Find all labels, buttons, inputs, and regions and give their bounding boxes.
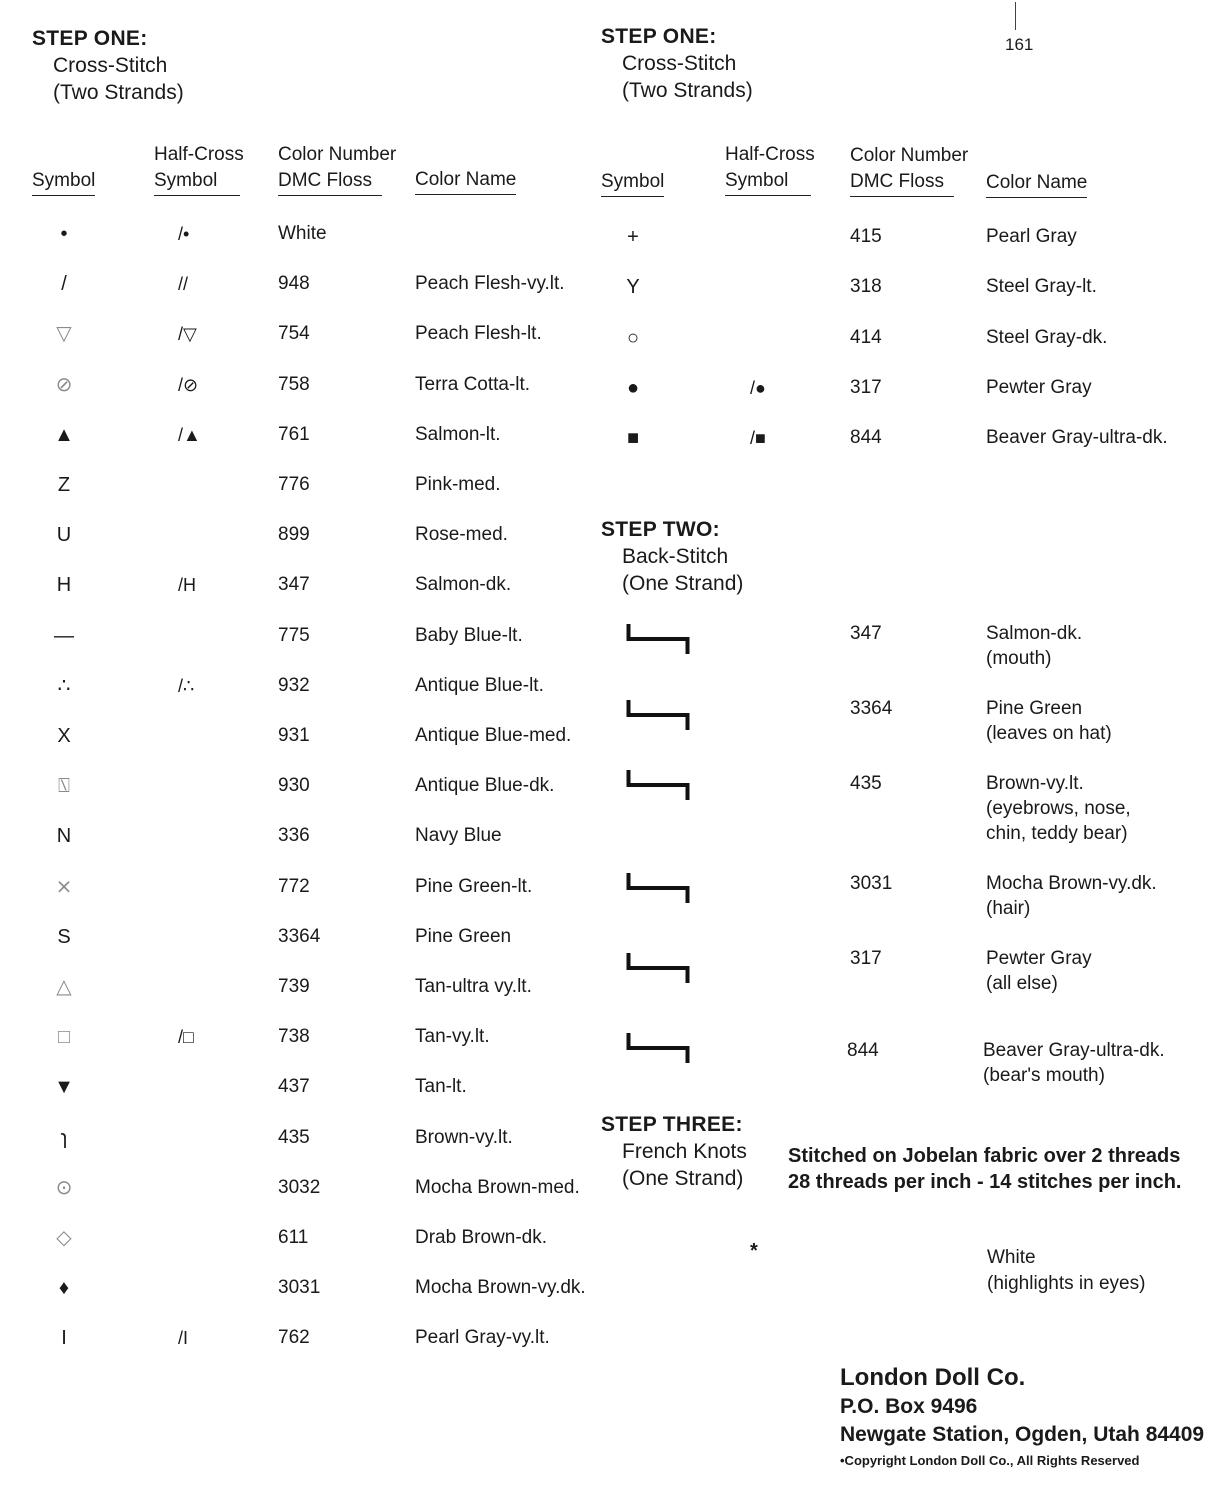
color-number: 739	[278, 976, 310, 997]
color-name: Mocha Brown-vy.dk.	[415, 1277, 586, 1299]
color-number: 754	[278, 323, 310, 345]
page-number: 161	[1005, 35, 1034, 54]
usage-note: (all else)	[986, 973, 1058, 994]
half-cross-symbol: /I	[178, 1328, 189, 1349]
color-name: Baby Blue-lt.	[415, 624, 523, 646]
step-strands: (Two Strands)	[622, 79, 753, 102]
letter-h-icon: H	[56, 574, 72, 597]
color-name: Navy Blue	[415, 825, 502, 847]
color-number: 931	[278, 725, 310, 746]
color-name: Rose-med.	[415, 524, 508, 546]
left-header-half-cross: Half-Cross Symbol	[154, 142, 244, 196]
french-knot-asterisk-icon: *	[750, 1240, 758, 1262]
publisher-address: Newgate Station, Ogden, Utah 84409	[840, 1423, 1205, 1446]
color-number: 776	[278, 474, 310, 495]
half-cross-symbol: /•	[178, 224, 190, 244]
color-name: Mocha Brown-vy.dk.	[986, 873, 1157, 894]
step-strands: (Two Strands)	[53, 81, 184, 104]
dash-icon: —	[54, 624, 74, 647]
color-number: 611	[278, 1227, 309, 1248]
publisher-po-box: P.O. Box 9496	[840, 1395, 978, 1418]
color-name: Antique Blue-lt.	[415, 674, 544, 696]
box-backslash-icon: ⍂	[58, 775, 70, 798]
left-header-symbol: Symbol	[32, 168, 95, 196]
color-name: Pearl Gray-vy.lt.	[415, 1327, 550, 1349]
copyright-notice: •Copyright London Doll Co., All Rights Reserved	[840, 1453, 1140, 1468]
color-number: 899	[278, 524, 310, 546]
backstitch-line-icon	[626, 770, 690, 800]
slash-icon: /	[61, 273, 67, 296]
color-name: Peach Flesh-lt.	[415, 323, 542, 345]
color-name: Peach Flesh-vy.lt.	[415, 273, 565, 295]
backstitch-line-icon	[626, 873, 690, 903]
half-cross-symbol: /●	[750, 377, 766, 398]
usage-note: (leaves on hat)	[986, 723, 1112, 744]
color-name: Terra Cotta-lt.	[415, 373, 531, 395]
color-name: Pearl Gray	[986, 226, 1077, 247]
color-number: 3364	[850, 698, 893, 719]
letter-u-icon: U	[56, 524, 72, 547]
french-knot-note: (highlights in eyes)	[987, 1273, 1146, 1294]
color-name: Antique Blue-med.	[415, 725, 572, 746]
circle-slash-icon: ⊘	[55, 373, 73, 396]
backstitch-line-icon	[626, 953, 690, 983]
letter-s-icon: S	[57, 925, 71, 948]
triangle-up-filled-icon: ▲	[54, 423, 74, 446]
cross-scissors-icon: ⨯	[55, 875, 73, 898]
letter-z-icon: Z	[57, 474, 71, 496]
color-number: 758	[278, 373, 310, 395]
circle-dot-icon: ⊙	[55, 1176, 73, 1199]
color-name: Pine Green-lt.	[415, 875, 533, 897]
color-name: Drab Brown-dk.	[415, 1227, 547, 1248]
color-name: Salmon-dk.	[415, 574, 512, 596]
step-strands: (One Strand)	[622, 1167, 744, 1190]
diamond-filled-icon: ♦	[58, 1277, 70, 1300]
usage-note: (eyebrows, nose,	[986, 798, 1131, 819]
color-number: 948	[278, 273, 310, 295]
fabric-note-line2: 28 threads per inch - 14 stitches per inch.	[788, 1171, 1182, 1193]
french-knot-color: White	[987, 1247, 1036, 1268]
color-name: Beaver Gray-ultra-dk.	[983, 1040, 1165, 1061]
circle-outline-icon: ○	[626, 326, 640, 349]
color-number: 775	[278, 624, 310, 646]
backstitch-line-icon	[626, 700, 690, 730]
color-number: 3364	[278, 925, 321, 947]
half-cross-symbol: //	[178, 274, 189, 295]
color-number: 435	[850, 773, 882, 794]
color-name: Tan-ultra vy.lt.	[415, 976, 532, 997]
color-name: Tan-vy.lt.	[415, 1026, 490, 1048]
right-header-symbol: Symbol	[601, 169, 664, 197]
color-number: 318	[850, 276, 882, 298]
step-strands: (One Strand)	[622, 572, 744, 595]
diamond-outline-icon: ◇	[56, 1227, 72, 1249]
half-cross-symbol: /∴	[178, 675, 195, 696]
square-outline-icon: □	[57, 1026, 71, 1049]
color-name: Brown-vy.lt.	[415, 1126, 513, 1148]
step-title: STEP THREE:	[601, 1113, 743, 1136]
letter-i-icon: I	[61, 1327, 67, 1350]
color-name: Pine Green	[415, 925, 512, 947]
half-cross-symbol: /▲	[178, 424, 201, 445]
color-number: 3031	[278, 1277, 321, 1299]
letter-y-icon: Y	[626, 276, 640, 299]
square-filled-icon: ■	[626, 427, 640, 450]
page-number-rule	[1015, 2, 1016, 30]
color-name: Pewter Gray	[986, 376, 1092, 398]
fabric-note	[788, 1143, 1181, 1195]
three-dots-icon: ∴	[57, 674, 71, 697]
usage-note: chin, teddy bear)	[986, 823, 1128, 844]
step-name: Back-Stitch	[622, 545, 729, 568]
half-cross-symbol: /H	[178, 575, 196, 596]
right-header-color-number: Color Number DMC Floss	[850, 143, 968, 197]
hook-icon: ɿ	[60, 1126, 68, 1149]
step-title: STEP TWO:	[601, 518, 720, 541]
color-name: Pink-med.	[415, 474, 501, 495]
color-name: Steel Gray-dk.	[986, 326, 1108, 348]
color-name: Salmon-lt.	[415, 423, 501, 445]
color-number: 336	[278, 825, 310, 847]
step-name: Cross-Stitch	[53, 54, 168, 77]
color-number: 844	[847, 1040, 879, 1061]
color-name: Mocha Brown-med.	[415, 1176, 580, 1198]
step-name: Cross-Stitch	[622, 52, 737, 75]
right-step-one-heading	[601, 23, 753, 104]
color-number: 772	[278, 875, 310, 897]
backstitch-line-icon	[626, 624, 690, 654]
color-number: 415	[850, 226, 882, 247]
publisher-name: London Doll Co.	[840, 1364, 1026, 1391]
color-number: 932	[278, 674, 310, 696]
letter-x-icon: X	[57, 725, 71, 747]
color-number: 347	[850, 623, 882, 644]
right-header-half-cross: Half-Cross Symbol	[725, 142, 815, 196]
triangle-up-outline-icon: △	[56, 976, 72, 998]
color-name: Steel Gray-lt.	[986, 276, 1097, 298]
color-number: 761	[278, 423, 310, 445]
step-three-heading	[601, 1111, 747, 1192]
color-name: Antique Blue-dk.	[415, 775, 555, 797]
half-cross-symbol: /⊘	[178, 374, 199, 395]
color-number: 3031	[850, 873, 893, 894]
step-name: French Knots	[622, 1140, 747, 1163]
color-number: 844	[850, 427, 882, 449]
color-number: 435	[278, 1126, 310, 1148]
color-number: 437	[278, 1076, 310, 1098]
left-step-one-heading	[32, 25, 184, 106]
step-two-heading	[601, 516, 743, 597]
usage-note: (hair)	[986, 898, 1031, 919]
color-number: 317	[850, 948, 882, 969]
half-cross-symbol: /▽	[178, 324, 197, 345]
dot-icon: •	[60, 223, 68, 245]
color-number: 930	[278, 775, 310, 797]
triangle-down-outline-icon: ▽	[56, 323, 72, 346]
left-header-color-name: Color Name	[415, 167, 516, 195]
color-number: 3032	[278, 1176, 321, 1198]
step-title: STEP ONE:	[601, 25, 717, 48]
color-name: Tan-lt.	[415, 1076, 467, 1098]
color-number: 347	[278, 574, 310, 596]
right-header-color-name: Color Name	[986, 170, 1087, 198]
color-name: Pewter Gray	[986, 948, 1092, 969]
color-name: Salmon-dk.	[986, 623, 1083, 644]
color-name: Pine Green	[986, 698, 1083, 719]
color-number: White	[278, 223, 327, 244]
color-name: Brown-vy.lt.	[986, 773, 1084, 794]
color-number: 738	[278, 1026, 310, 1048]
letter-n-icon: N	[56, 825, 72, 848]
usage-note: (bear's mouth)	[983, 1065, 1105, 1086]
color-number: 414	[850, 326, 882, 348]
triangle-down-filled-icon: ▼	[54, 1076, 74, 1099]
plus-icon: +	[627, 226, 639, 248]
color-number: 762	[278, 1327, 310, 1349]
usage-note: (mouth)	[986, 648, 1052, 669]
half-cross-symbol: /□	[178, 1027, 194, 1048]
half-cross-symbol: /■	[750, 428, 766, 449]
fabric-note-line1: Stitched on Jobelan fabric over 2 threads	[788, 1145, 1181, 1167]
color-name: Beaver Gray-ultra-dk.	[986, 427, 1168, 449]
left-header-color-number: Color Number DMC Floss	[278, 142, 396, 196]
backstitch-line-icon	[626, 1033, 690, 1063]
circle-filled-icon: ●	[626, 376, 640, 399]
color-number: 317	[850, 376, 882, 398]
step-title: STEP ONE:	[32, 27, 148, 50]
